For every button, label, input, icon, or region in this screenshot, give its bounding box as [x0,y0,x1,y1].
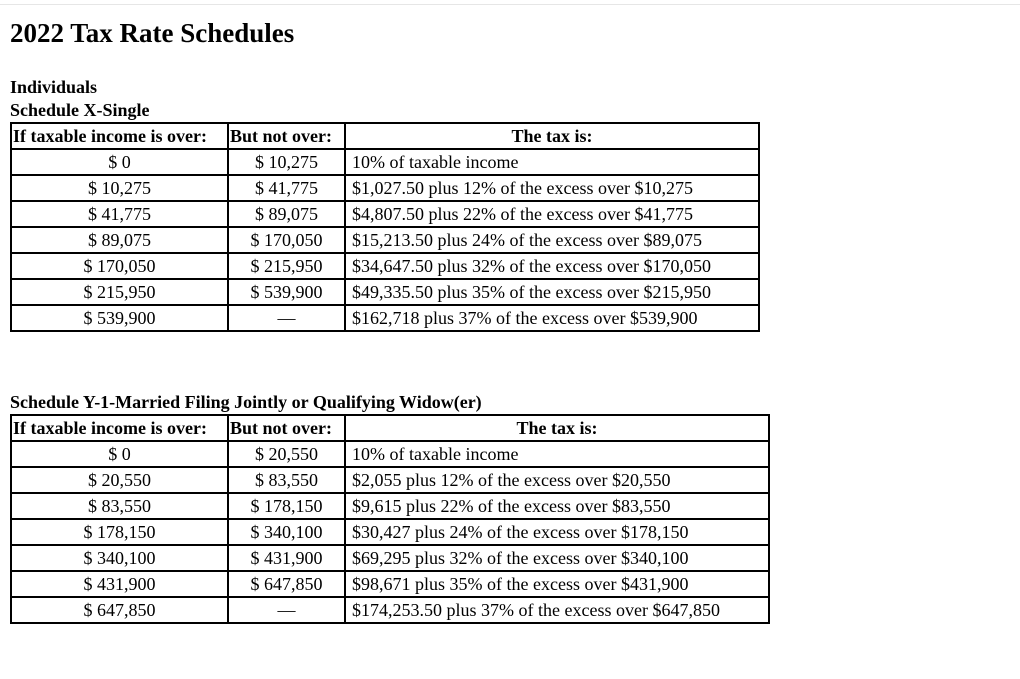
cell-tax: $69,295 plus 32% of the excess over $340,100 [345,545,769,571]
page-title: 2022 Tax Rate Schedules [10,18,295,48]
table-row [11,227,759,253]
header-not-over: But not over: [228,415,345,441]
table-row [11,467,769,493]
schedule-x-table [10,122,760,332]
table-row [11,201,759,227]
cell-over: $ 0 [11,441,228,467]
cell-tax: 10% of taxable income [345,149,759,175]
cell-not-over: — [228,597,345,623]
cell-over: $ 89,075 [11,227,228,253]
cell-not-over: $ 41,775 [228,175,345,201]
cell-tax: 10% of taxable income [345,441,769,467]
schedule-y1-table [10,414,770,624]
cell-tax: $162,718 plus 37% of the excess over $539,900 [345,305,759,331]
cell-over: $ 431,900 [11,571,228,597]
cell-not-over: $ 10,275 [228,149,345,175]
cell-over: $ 647,850 [11,597,228,623]
cell-tax: $98,671 plus 35% of the excess over $431,900 [345,571,769,597]
schedule-x-title: Schedule X-Single [10,100,150,120]
table-header-row [11,123,759,149]
table-row [11,571,769,597]
table-row [11,597,769,623]
cell-not-over: $ 431,900 [228,545,345,571]
table-row [11,253,759,279]
table-row [11,279,759,305]
cell-over: $ 340,100 [11,545,228,571]
table-row [11,545,769,571]
cell-tax: $2,055 plus 12% of the excess over $20,550 [345,467,769,493]
table-row [11,175,759,201]
cell-tax: $1,027.50 plus 12% of the excess over $10,275 [345,175,759,201]
header-over: If taxable income is over: [11,415,228,441]
cell-over: $ 178,150 [11,519,228,545]
cell-over: $ 83,550 [11,493,228,519]
cell-tax: $30,427 plus 24% of the excess over $178,150 [345,519,769,545]
cell-not-over: $ 215,950 [228,253,345,279]
header-not-over: But not over: [228,123,345,149]
table-header-row [11,415,769,441]
cell-not-over: $ 647,850 [228,571,345,597]
cell-not-over: $ 178,150 [228,493,345,519]
cell-tax: $49,335.50 plus 35% of the excess over $215,950 [345,279,759,305]
cell-not-over: $ 340,100 [228,519,345,545]
cell-tax: $4,807.50 plus 22% of the excess over $41,775 [345,201,759,227]
table-row [11,149,759,175]
cell-not-over: $ 170,050 [228,227,345,253]
cell-tax: $34,647.50 plus 32% of the excess over $170,050 [345,253,759,279]
table-row [11,493,769,519]
cell-over: $ 539,900 [11,305,228,331]
cell-tax: $174,253.50 plus 37% of the excess over $647,850 [345,597,769,623]
header-over: If taxable income is over: [11,123,228,149]
cell-not-over: $ 83,550 [228,467,345,493]
section-heading-individuals: Individuals [10,77,98,97]
top-divider [0,4,1020,5]
schedule-y1-title: Schedule Y-1-Married Filing Jointly or Qualifying Widow(er) [10,392,482,412]
cell-over: $ 20,550 [11,467,228,493]
cell-over: $ 10,275 [11,175,228,201]
cell-not-over: — [228,305,345,331]
table-row [11,305,759,331]
table-row [11,441,769,467]
cell-not-over: $ 20,550 [228,441,345,467]
header-tax: The tax is: [345,415,769,441]
cell-tax: $9,615 plus 22% of the excess over $83,550 [345,493,769,519]
cell-not-over: $ 89,075 [228,201,345,227]
cell-over: $ 215,950 [11,279,228,305]
cell-over: $ 0 [11,149,228,175]
table-row [11,519,769,545]
header-tax: The tax is: [345,123,759,149]
cell-over: $ 41,775 [11,201,228,227]
cell-tax: $15,213.50 plus 24% of the excess over $89,075 [345,227,759,253]
cell-over: $ 170,050 [11,253,228,279]
cell-not-over: $ 539,900 [228,279,345,305]
